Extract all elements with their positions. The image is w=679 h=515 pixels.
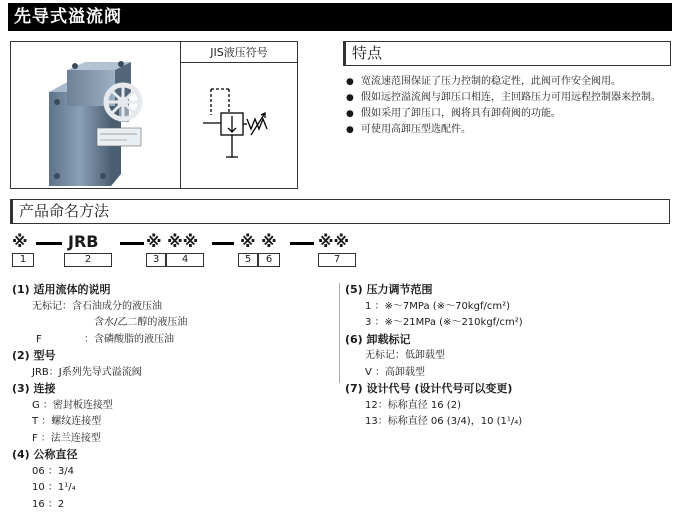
code-box: 1 [12,253,34,267]
section-pressure-title: (5) 压力调节范围 [345,283,433,296]
naming-right-column [345,282,523,431]
design-12: 12：标称直径 16 (2) [365,399,461,411]
section-size-title: (4) 公称直径 [12,448,78,461]
code-part-3-4: ※ ※※ [146,232,199,251]
page-title: 先导式溢流阀 [8,3,672,31]
unload-v: V ：高卸载型 [365,366,426,378]
code-part-1: ※ [12,232,28,251]
code-box: 5 [238,253,258,267]
naming-header: 产品命名方法 [10,199,670,224]
fluid-none-val1: 含石油成分的液压油 [72,300,162,312]
column-divider [339,283,340,383]
code-dash [120,242,144,245]
section-unload-title: (6) 卸载标记 [345,332,411,346]
jis-symbol-title: JIS液压符号 [181,42,297,63]
connection-t: T ：螺纹连接型 [32,416,102,427]
code-part-5-6: ※ ※ [240,232,277,251]
fluid-option-f [12,332,187,349]
size-10: 10 ：1¹/₄ [32,482,76,493]
code-dash [212,242,234,245]
features-header: 特点 [343,41,671,66]
feature-item: ● 假如采用了卸压口，阀将具有卸荷阀的功能。 [346,106,672,122]
jis-symbol-box [180,41,298,189]
product-photo [10,41,180,189]
section-connection-title: (3) 连接 [12,382,56,395]
hydraulic-symbol-icon [181,63,297,188]
section-fluid-title: (1) 适用流体的说明 [12,283,111,296]
feature-item: ● 可使用高卸压型选配件。 [346,122,672,138]
feature-item: ● 假如远控溢流阀与卸压口相连，主回路压力可用远程控制器来控制。 [346,90,672,106]
fluid-none-val2: 含水/乙二醇的液压油 [94,317,188,328]
size-06: 06 ：3/4 [32,465,74,477]
section-design-title: (7) 设计代号 (设计代号可以变更) [345,382,513,395]
fluid-f-key: F [36,333,42,345]
fluid-none-key: 无标记： [32,300,72,312]
code-box: 3 [146,253,166,267]
size-16: 16 ：2 [32,498,65,510]
code-model: JRB [68,232,99,251]
fluid-f-val: ：含磷酸脂的液压油 [84,333,174,345]
code-box: 2 [64,253,112,267]
model-desc: JRB：J系列先导式溢流阀 [32,366,142,378]
code-box: 7 [318,253,356,267]
pressure-1: 1 ：※～7MPa (※～70kgf/cm²) [365,300,510,312]
pressure-3: 3 ：※～21MPa (※～210kgf/cm²) [365,317,523,328]
fluid-option-none [12,299,187,316]
code-box: 6 [258,253,280,267]
feature-item: ● 宽流速范围保证了压力控制的稳定性，此阀可作安全阀用。 [346,74,672,90]
section-model-title: (2) 型号 [12,349,56,362]
features-list [346,74,672,138]
code-dash [36,242,62,245]
design-13: 13：标称直径 06 (3/4)，10 (1¹/₄) [365,416,523,427]
connection-g: G ：密封板连接型 [32,399,113,411]
code-dash [290,242,314,245]
unload-none: 无标记：低卸载型 [365,350,445,361]
code-box: 4 [166,253,204,267]
naming-left-column [12,282,187,513]
valve-image [11,42,181,190]
connection-f: F ：法兰连接型 [32,432,101,444]
code-part-7: ※※ [318,232,350,251]
